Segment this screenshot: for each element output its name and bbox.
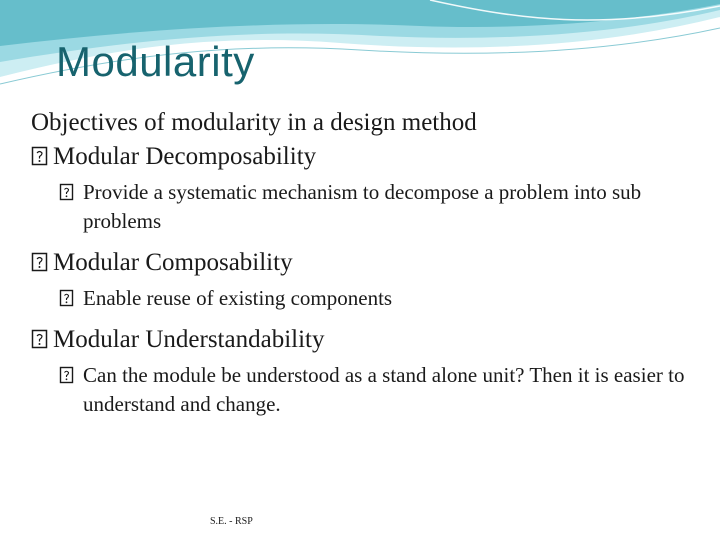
- bullet-decomposability: [31, 140, 701, 174]
- bullet-understandability: [31, 323, 701, 357]
- bullet-label: Modular Composability: [53, 249, 293, 276]
- sub-bullet-composability: [59, 284, 701, 313]
- sub-bullet-understandability: [59, 361, 701, 419]
- missing-glyph-box-icon: [59, 284, 83, 313]
- slide-footer: S.E. - RSP: [210, 516, 253, 527]
- bullet-label: Modular Understandability: [53, 326, 325, 353]
- sub-bullet-decomposability: [59, 178, 701, 236]
- missing-glyph-box-icon: [31, 323, 53, 357]
- sub-bullet-text: Can the module be understood as a stand alone unit? Then it is easier to understand and change.: [83, 363, 685, 416]
- missing-glyph-box-icon: [31, 246, 53, 280]
- bullet-composability: [31, 246, 701, 280]
- missing-glyph-box-icon: [59, 178, 83, 207]
- missing-glyph-box-icon: [59, 361, 83, 390]
- sub-bullet-text: Provide a systematic mechanism to decompose a problem into sub problems: [83, 180, 642, 233]
- sub-bullet-text: Enable reuse of existing components: [83, 286, 393, 310]
- missing-glyph-box-icon: [31, 140, 53, 174]
- bullet-label: Modular Decomposability: [53, 143, 317, 170]
- intro-text: Objectives of modularity in a design method: [31, 109, 477, 136]
- slide-body: [31, 106, 701, 419]
- slide-title: Modularity: [56, 38, 255, 85]
